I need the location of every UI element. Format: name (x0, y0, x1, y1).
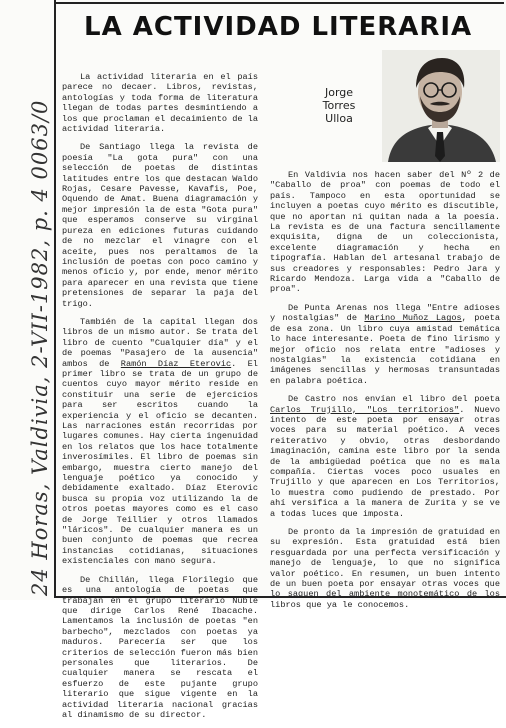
author-surname-1: Torres (322, 99, 356, 112)
author-byline (304, 86, 374, 125)
right-paragraph-1: En Valdivia nos hacen saber del Nº 2 de "Caballo de proa" con poemas de todo el país. Tampoco en esta oportunidad se incluyen a poetas cuyo mérito es discutible, que no aportan ni quitan nada a la poesía. La revista es de una factura sencillamente exquisita, digna de un coleccionista, excelente diagramación y hecha en tipografía. Hablan del artesanal trabajo de sus creadores y responsables: Pedro Jara y Ricardo Mendoza. Larga vida a "Caballo de proa". (270, 170, 500, 295)
right-paragraph-2-text: De Punta Arenas nos llega "Entre adioses y nostalgias" de (270, 302, 500, 324)
left-paragraph-3-rest: . El primer libro se trata de un grupo de cuentos cuyo mayor mérito reside en constituir una serie de ejercicios para ser escritos cuando la experiencia y el oficio se decanten. Las narraciones están recorridas por lugares comunes. Hay cierta ingenuidad en los relatos que los hace totalmente inverosímiles. El libro de poemas sin embargo, muestra cierto manejo del lenguaje poético ya conocido y debidamente exaltado. Díaz Eterovic busca su propia voz utilizando la de otros poetas mayores como es el caso de Jorge Teillier y otros llamados "láricos". De cualquier manera es un buen conjunto de poemas que recrea instancias cotidianas, situaciones existenciales con mano segura. (62, 358, 258, 567)
left-paragraph-3-text: También de la capital llegan dos libros de un mismo autor. Se trata del libro de cuento "Cualquier día" y el de poemas "Pasajero de la ausencia" ambos de (62, 316, 258, 369)
right-paragraph-3-text: De Castro nos envían el libro del poeta (288, 394, 500, 405)
article-frame-top-rule (54, 2, 504, 4)
author-first-name: Jorge (324, 86, 354, 99)
article-headline: LA ACTIVIDAD LITERARIA (84, 12, 473, 42)
author-name-underlined-3: Carlos Trujillo, "Los territorios" (270, 404, 460, 415)
right-paragraph-4: De pronto da la impresión de gratuidad en su expresión. Esta gratuidad está bien resguardada por una perfecta versificación y manejo de lenguaje, lo que no significa valor poético. En resumen, un buen intento de un buen poeta por ensayar otras voces que lo saquen del ambiente monotemático de los libros que ya le conocemos. (270, 527, 500, 610)
author-portrait-image (382, 50, 500, 162)
right-paragraph-3 (270, 394, 500, 519)
right-paragraph-2 (270, 303, 500, 386)
author-photo (382, 50, 500, 162)
left-paragraph-3 (62, 317, 258, 567)
right-paragraph-2-rest: , poeta de esa zona. Un libro cuya amistad temática lo hace interesante. Poeta de fino lirismo y mejor oficio nos relata entre "adioses y nostalgias" la existencia cotidiana en imágenes sencillas y hermosas transuntadas en palabra poética. (270, 313, 501, 386)
left-paragraph-4: De Chillán, llega Florilegio que es una antología de poetas que trabajan en el grupo literario Ñuble que dirige Carlos René Ibacache. Lamentamos la inclusión de poetas "en barbecho", mezclados con poetas ya maduros. Parecería ser que los criterios de selección fueron más bien personales que literarios. De cualquier manera se rescata el esfuerzo de este pujante grupo literario que sigue vigente en la actividad literaria nacional gracias al dinamismo de su director. (62, 574, 258, 720)
left-paragraph-1: La actividad literaria en el país parece no decaer. Libros, revistas, antologías y toda forma de literatura llegan de todas partes desmintiendo a los que proclaman el decaimiento de la actividad literaria. (62, 72, 258, 135)
right-column (270, 170, 500, 618)
left-paragraph-2: De Santiago llega la revista de poesía "La gota pura" con una selección de poetas de distintas latitudes entre los que destacan Waldo Rojas, Cesare Pavesse, Kavafis, Poe, Oquendo de Amat. Buena diagramación y mejor impresión la de esta "Gota pura" que esperamos conserve su virginal pureza en ediciones futuras cuidando de no mezclar el vinagre con el aceite, pues nos peraltamos de la inclusión de poetas con poco camino y menos oficio y, por ende, menor mérito para aparecer en una revista que tiene pretensiones de separar la paja del trigo. (62, 142, 258, 309)
right-paragraph-3-rest: . Nuevo intento de este poeta por ensayar otras voces para su material poético. A veces reiterativo y obvio, otras desbordando imaginación, camina este libro por la senda de la ambigüedad poética que no es mala compañía. Ciertas voces poco usuales en Trujillo y que aparecen en Los Territorios, lo muestra como pudiendo de prestado. Por ahí versifica a la manera de Zurita y se ve a todas luces que imposta. (270, 404, 501, 519)
left-column (62, 72, 258, 728)
annotation-text: 24 Horas, Valdivia, 2-VII-1982, p. 4 0063/0 (28, 99, 52, 596)
author-name-underlined: Ramón Díaz Eterovic (120, 358, 232, 369)
handwritten-annotation (2, 40, 54, 600)
author-name-underlined-2: Marino Muñoz Lagos (364, 313, 462, 324)
author-surname-2: Ulloa (325, 112, 353, 125)
